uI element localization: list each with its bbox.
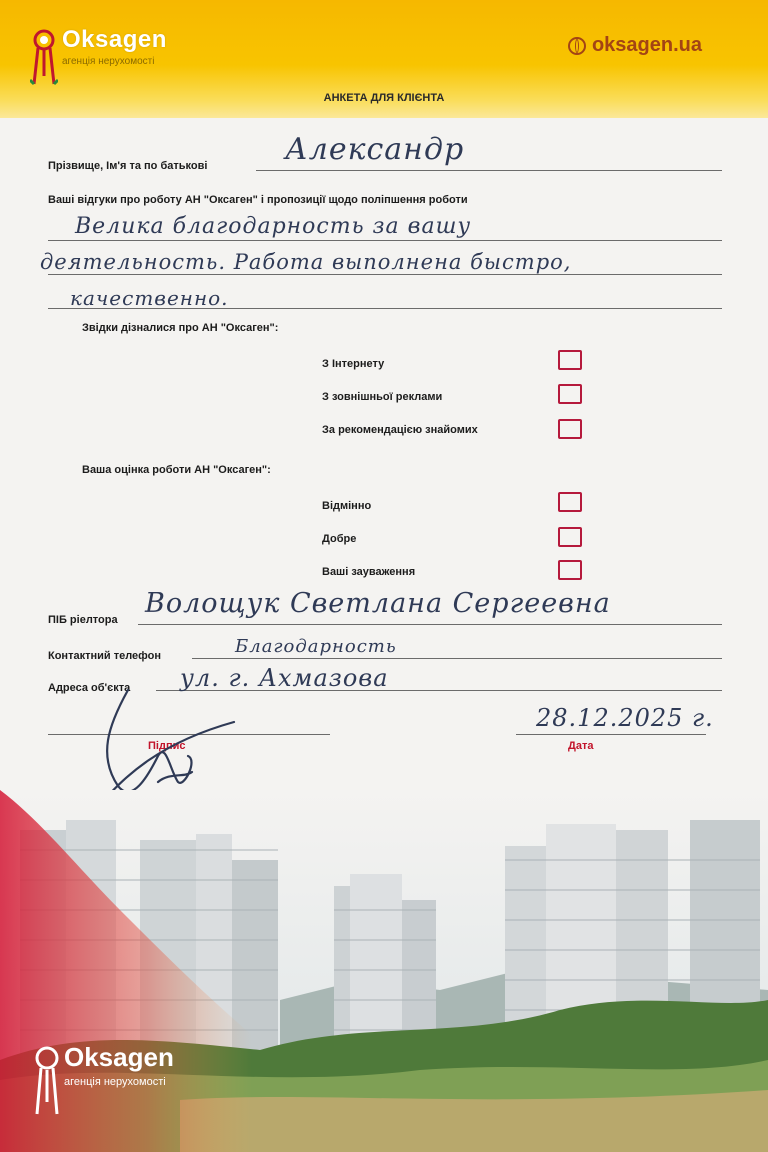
website-link xyxy=(568,34,702,57)
date-label: Дата xyxy=(568,740,594,752)
source-label: Звідки дізналися про АН "Оксаген": xyxy=(82,322,279,334)
phone-label: Контактний телефон xyxy=(48,650,162,662)
brand-tagline: агенція нерухомості xyxy=(62,56,155,67)
feedback-line-2 xyxy=(48,274,722,275)
address-label: Адреса об'єкта xyxy=(48,682,131,694)
checkbox-good[interactable] xyxy=(558,527,582,547)
source-option-ads: З зовнішньої реклами xyxy=(322,391,443,403)
signature-label: Підпис xyxy=(148,740,186,752)
realtor-handwriting[interactable]: Волощук Светлана Сергеевна xyxy=(145,588,611,619)
checkbox-internet[interactable] xyxy=(558,350,582,370)
phone-line xyxy=(192,658,722,659)
oksagen-logo xyxy=(28,22,188,92)
globe-icon xyxy=(568,37,586,55)
checkbox-remarks[interactable] xyxy=(558,560,582,580)
rating-option-excellent: Відмінно xyxy=(322,500,372,512)
footer-tagline: агенція нерухомості xyxy=(64,1076,166,1088)
website-text: oksagen.ua xyxy=(591,34,702,56)
feedback-text-3[interactable]: качественно. xyxy=(70,286,229,310)
name-label: Прізвище, Ім'я та по батькові xyxy=(48,160,208,172)
name-line xyxy=(256,170,722,171)
feedback-line-1 xyxy=(48,240,722,241)
feedback-text-2[interactable]: деятельность. Работа выполнена быстро, xyxy=(40,250,572,274)
source-option-internet: З Інтернету xyxy=(322,358,385,370)
feedback-label: Ваші відгуки про роботу АН "Оксаген" і пропозиції щодо поліпшення роботи xyxy=(48,194,468,206)
name-handwriting[interactable]: Александр xyxy=(285,132,465,167)
footer-keys-icon xyxy=(32,1044,62,1118)
form-title: АНКЕТА ДЛЯ КЛІЄНТА xyxy=(323,92,445,104)
rating-option-good: Добре xyxy=(322,533,357,545)
date-handwriting[interactable]: 28.12.2025 г. xyxy=(536,704,714,732)
header-banner xyxy=(0,0,768,118)
footer-brand: Oksagen xyxy=(64,1042,174,1072)
rating-label: Ваша оцінка роботи АН "Оксаген": xyxy=(82,464,271,476)
feedback-text-1[interactable]: Велика благодарность за вашу xyxy=(75,214,472,239)
keys-icon xyxy=(30,28,58,88)
rating-option-remarks: Ваші зауваження xyxy=(322,566,416,578)
footer-logo xyxy=(30,1040,230,1120)
phone-handwriting[interactable]: Благодарность xyxy=(235,636,397,657)
brand-name: Oksagen xyxy=(62,26,167,53)
address-handwriting[interactable]: ул. г. Ахмазова xyxy=(180,664,389,692)
date-line xyxy=(516,734,706,735)
checkbox-friends[interactable] xyxy=(558,419,582,439)
checkbox-excellent[interactable] xyxy=(558,492,582,512)
checkbox-ads[interactable] xyxy=(558,384,582,404)
realtor-line xyxy=(138,624,722,625)
realtor-label: ПІБ ріелтора xyxy=(48,614,118,626)
source-option-friends: За рекомендацією знайомих xyxy=(322,424,478,436)
